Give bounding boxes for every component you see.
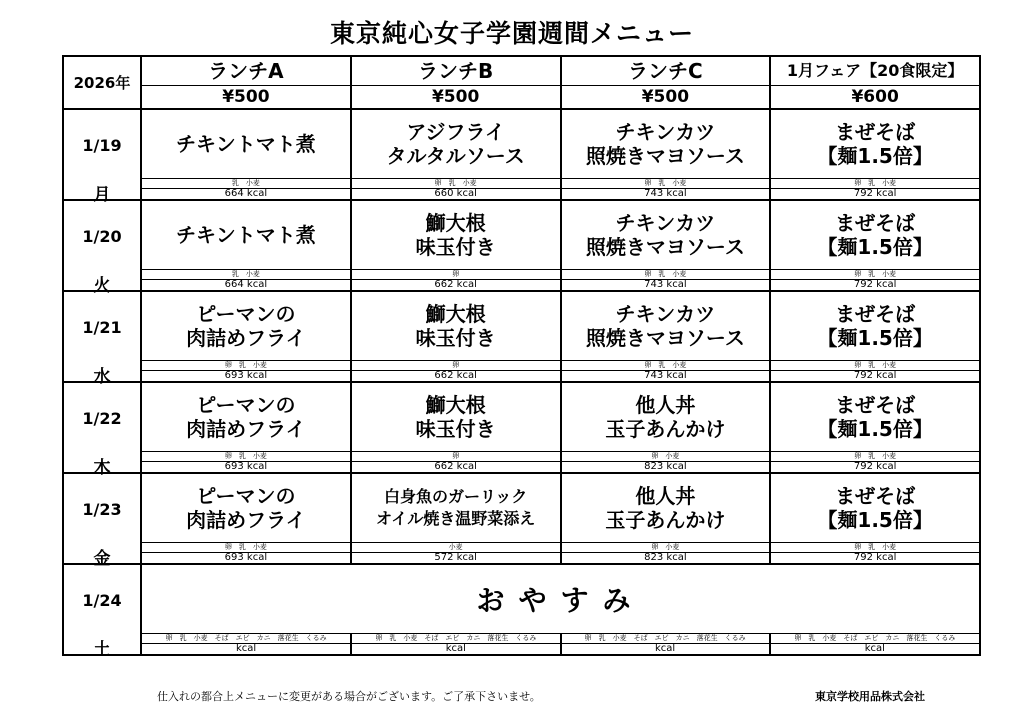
weekday-label: 月 — [93, 185, 111, 205]
calorie-info: 792 kcal — [853, 370, 897, 381]
dish-name — [142, 110, 350, 178]
day-row — [63, 200, 980, 291]
calorie-info: 662 kcal — [434, 370, 477, 381]
dish-name — [771, 201, 979, 269]
calorie-info: 823 kcal — [644, 552, 687, 563]
lunch-name: ランチA — [142, 57, 350, 86]
allergen-info: 卵 乳 小麦 — [771, 451, 979, 462]
dish-name — [142, 292, 350, 360]
allergen-info: 卵 乳 小麦 そば エビ カニ 落花生 くるみ — [352, 633, 559, 644]
allergen-info: 卵 — [352, 269, 560, 280]
header-row — [63, 56, 980, 109]
lunch-price: ¥500 — [641, 87, 690, 107]
allergen-info: 卵 乳 小麦 — [562, 360, 770, 371]
dish-line-1: チキントマト煮 — [175, 132, 316, 156]
meal-cell — [351, 473, 561, 564]
footer-note: 仕入れの都合上メニューに変更がある場合がございます。ご了承下さいませ。 — [157, 690, 541, 703]
date-cell — [63, 564, 141, 660]
date-label: 1/20 — [82, 227, 122, 246]
calorie-info: 792 kcal — [853, 279, 897, 290]
footer-company: 東京学校用品株式会社 — [815, 690, 925, 703]
calorie-info: 743 kcal — [644, 279, 687, 290]
meal-cell — [561, 382, 771, 473]
dish-line-2: 玉子あんかけ — [605, 508, 726, 532]
dish-name — [352, 110, 560, 178]
dish-name — [771, 474, 979, 542]
date-label: 1/21 — [82, 318, 122, 337]
lunch-name: ランチB — [352, 57, 560, 86]
meal-cell — [351, 382, 561, 473]
holiday-sub-a — [142, 633, 351, 654]
dish-line-2: タルタルソース — [386, 144, 525, 168]
allergen-info: 卵 小麦 — [562, 451, 770, 462]
weekday-label: 火 — [93, 276, 111, 296]
lunch-price: ¥500 — [222, 87, 270, 107]
dish-line-2: 玉子あんかけ — [605, 417, 726, 441]
meal-cell — [561, 473, 771, 564]
calorie-info: kcal — [864, 643, 885, 654]
meal-cell — [561, 200, 771, 291]
calorie-info: kcal — [445, 643, 466, 654]
dish-line-1: ピーマンの — [196, 484, 296, 508]
day-row-holiday — [63, 564, 980, 655]
lunch-price: ¥600 — [851, 87, 899, 107]
holiday-subrow — [142, 633, 979, 654]
dish-line-2: 【麺1.5倍】 — [817, 326, 933, 350]
dish-name — [562, 110, 770, 178]
day-row — [63, 291, 980, 382]
dish-line-2: 味玉付き — [415, 417, 496, 441]
allergen-info: 卵 乳 小麦 — [771, 269, 979, 280]
holiday-text: おやすみ — [476, 584, 645, 617]
dish-name — [562, 292, 770, 360]
weekday-label: 金 — [93, 549, 111, 569]
dish-line-1: 鰤大根 — [425, 211, 486, 235]
dish-line-1: 他人丼 — [635, 484, 696, 508]
dish-name — [771, 383, 979, 451]
weekly-menu-table — [62, 55, 981, 660]
calorie-info: 823 kcal — [644, 461, 687, 472]
dish-line-2: オイル焼き温野菜添え — [376, 509, 536, 528]
calorie-info: kcal — [236, 643, 257, 654]
date-cell — [63, 109, 141, 205]
dish-line-2: 肉詰めフライ — [186, 417, 306, 441]
dish-line-2: 【麺1.5倍】 — [817, 508, 933, 532]
date-label: 1/19 — [82, 136, 122, 155]
dish-line-1: 他人丼 — [635, 393, 696, 417]
meal-cell — [141, 382, 351, 473]
calorie-info: 743 kcal — [644, 188, 687, 199]
calorie-info: 662 kcal — [434, 461, 477, 472]
dish-line-2: 肉詰めフライ — [186, 326, 306, 350]
date-cell — [63, 200, 141, 296]
allergen-info: 卵 乳 小麦 — [771, 360, 979, 371]
holiday-sub-b — [351, 633, 560, 654]
allergen-info: 卵 — [352, 451, 560, 462]
dish-line-2: 【麺1.5倍】 — [817, 417, 933, 441]
dish-name — [142, 383, 350, 451]
holiday-cell — [141, 564, 980, 655]
dish-name — [352, 383, 560, 451]
header-lunch-c — [561, 56, 771, 109]
dish-line-1: まぜそば — [835, 211, 916, 235]
year-label: 2026年 — [63, 56, 141, 109]
dish-name — [352, 292, 560, 360]
allergen-info: 卵 乳 小麦 — [352, 178, 560, 189]
calorie-info: 572 kcal — [434, 552, 477, 563]
dish-name — [352, 474, 560, 542]
calorie-info: 660 kcal — [434, 188, 477, 199]
allergen-info: 小麦 — [352, 542, 560, 553]
dish-line-1: ピーマンの — [196, 393, 296, 417]
meal-cell — [770, 473, 980, 564]
holiday-sub-d — [770, 633, 979, 654]
date-cell — [63, 473, 141, 569]
dish-line-1: まぜそば — [835, 484, 916, 508]
dish-line-2: 照焼きマヨソース — [585, 144, 745, 168]
calorie-info: 743 kcal — [644, 370, 687, 381]
dish-name — [562, 474, 770, 542]
meal-cell — [351, 200, 561, 291]
date-label: 1/23 — [82, 500, 122, 519]
dish-line-2: 味玉付き — [415, 326, 496, 350]
day-row — [63, 109, 980, 200]
meal-cell — [770, 291, 980, 382]
calorie-info: 664 kcal — [224, 188, 268, 199]
calorie-info: kcal — [655, 643, 676, 654]
allergen-info: 卵 乳 小麦 そば エビ カニ 落花生 くるみ — [142, 633, 350, 644]
allergen-info: 卵 乳 小麦 — [562, 178, 770, 189]
dish-line-1: チキンカツ — [615, 120, 716, 144]
page-title: 東京純心女子学園週間メニュー — [329, 19, 694, 48]
date-label: 1/24 — [82, 591, 122, 610]
calorie-info: 792 kcal — [853, 188, 897, 199]
allergen-info: 卵 乳 小麦 — [771, 542, 979, 553]
dish-line-1: アジフライ — [406, 120, 505, 144]
dish-name — [352, 201, 560, 269]
meal-cell — [351, 291, 561, 382]
meal-cell — [141, 473, 351, 564]
calorie-info: 664 kcal — [224, 279, 268, 290]
lunch-name: ランチC — [562, 57, 770, 86]
date-cell — [63, 291, 141, 387]
dish-line-1: ピーマンの — [196, 302, 296, 326]
allergen-info: 卵 乳 小麦 そば エビ カニ 落花生 くるみ — [562, 633, 769, 644]
dish-line-2: 照焼きマヨソース — [585, 326, 745, 350]
allergen-info: 卵 乳 小麦 — [142, 542, 350, 553]
weekday-label: 水 — [93, 367, 111, 387]
dish-name — [562, 201, 770, 269]
day-row — [63, 473, 980, 564]
dish-line-1: 鰤大根 — [425, 393, 486, 417]
allergen-info: 卵 乳 小麦 — [142, 451, 350, 462]
dish-name — [142, 474, 350, 542]
dish-line-2: 【麺1.5倍】 — [817, 144, 933, 168]
meal-cell — [770, 109, 980, 200]
meal-cell — [561, 291, 771, 382]
calorie-info: 693 kcal — [224, 461, 268, 472]
dish-line-1: まぜそば — [835, 120, 916, 144]
holiday-sub-c — [561, 633, 770, 654]
dish-line-1: チキントマト煮 — [175, 223, 316, 247]
calorie-info: 792 kcal — [853, 552, 897, 563]
calorie-info: 693 kcal — [224, 552, 268, 563]
lunch-price: ¥500 — [431, 87, 480, 107]
header-january-fair — [770, 56, 980, 109]
dish-line-1: 鰤大根 — [425, 302, 486, 326]
dish-line-1: まぜそば — [835, 302, 916, 326]
allergen-info: 卵 乳 小麦 — [771, 178, 979, 189]
weekday-label: 木 — [93, 458, 111, 478]
dish-line-2: 【麺1.5倍】 — [817, 235, 933, 259]
lunch-name: 1月フェア【20食限定】 — [771, 57, 979, 86]
meal-cell — [770, 382, 980, 473]
dish-line-2: 肉詰めフライ — [186, 508, 306, 532]
allergen-info: 卵 乳 小麦 — [142, 360, 350, 371]
dish-name — [562, 383, 770, 451]
calorie-info: 792 kcal — [853, 461, 897, 472]
meal-cell — [351, 109, 561, 200]
dish-name — [771, 292, 979, 360]
header-lunch-b — [351, 56, 561, 109]
date-cell — [63, 382, 141, 478]
dish-line-1: まぜそば — [835, 393, 916, 417]
meal-cell — [561, 109, 771, 200]
dish-line-2: 照焼きマヨソース — [585, 235, 745, 259]
dish-line-2: 味玉付き — [415, 235, 496, 259]
date-label: 1/22 — [82, 409, 122, 428]
header-lunch-a — [141, 56, 351, 109]
dish-name — [142, 201, 350, 269]
calorie-info: 662 kcal — [434, 279, 477, 290]
allergen-info: 乳 小麦 — [142, 178, 350, 189]
allergen-info: 卵 乳 小麦 そば エビ カニ 落花生 くるみ — [771, 633, 979, 644]
dish-line-1: チキンカツ — [615, 302, 716, 326]
allergen-info: 乳 小麦 — [142, 269, 350, 280]
allergen-info: 卵 小麦 — [562, 542, 770, 553]
dish-line-1: 白身魚のガーリック — [383, 487, 528, 506]
allergen-info: 卵 乳 小麦 — [562, 269, 770, 280]
meal-cell — [141, 291, 351, 382]
meal-cell — [141, 109, 351, 200]
meal-cell — [141, 200, 351, 291]
weekday-label: 土 — [93, 640, 111, 660]
calorie-info: 693 kcal — [224, 370, 268, 381]
dish-name — [771, 110, 979, 178]
dish-line-1: チキンカツ — [615, 211, 716, 235]
meal-cell — [770, 200, 980, 291]
allergen-info: 卵 — [352, 360, 560, 371]
day-row — [63, 382, 980, 473]
